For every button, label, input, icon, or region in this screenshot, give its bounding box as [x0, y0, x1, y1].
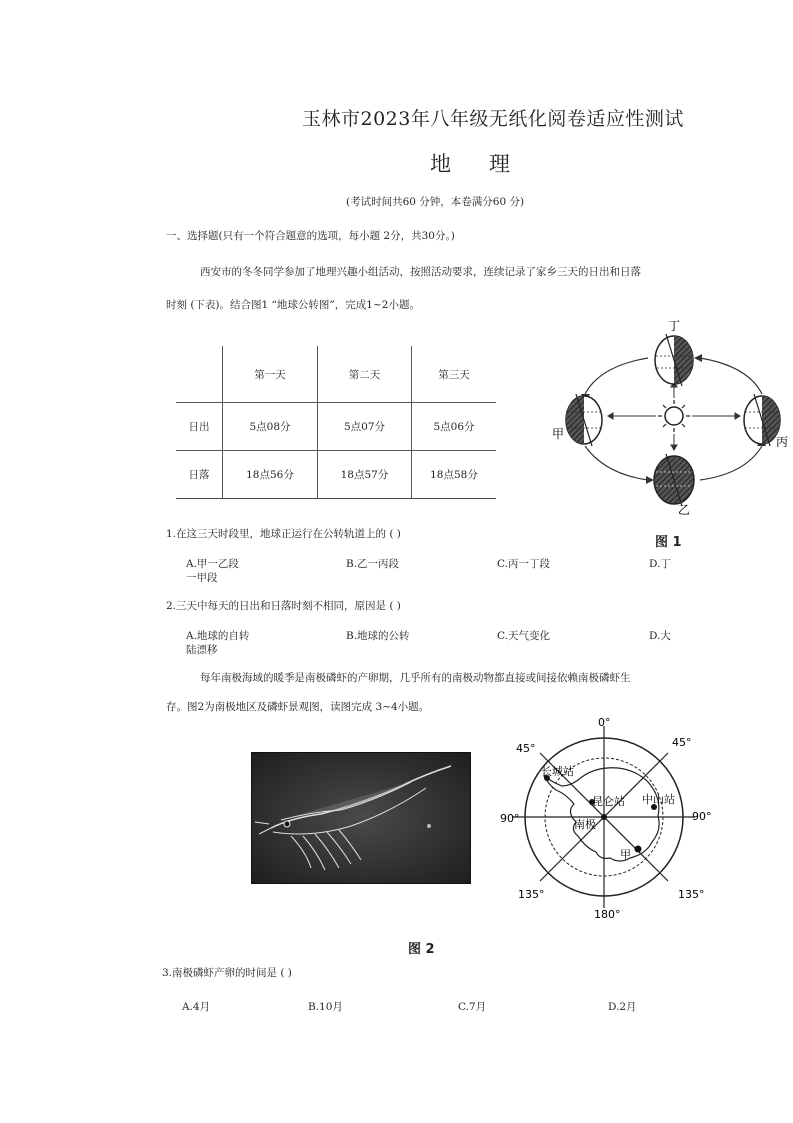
- table-header-cell: [176, 346, 223, 403]
- label-jia: 甲: [552, 427, 565, 441]
- orbit-arc: [700, 446, 762, 480]
- changcheng-station-label: 长城站: [541, 765, 574, 778]
- table-row: [176, 451, 496, 499]
- lon-45-left-label: 45°: [516, 742, 536, 755]
- q1-option-d-wrap: 一甲段: [186, 572, 218, 584]
- q3-option-d: D.2月: [608, 1001, 637, 1013]
- q2-option-c: C.天气变化: [497, 630, 550, 642]
- earth-bing-icon: [744, 394, 780, 446]
- table-header-cell: 第三天: [412, 346, 497, 403]
- krill-intro-line-2: 存。图2为南极地区及磷虾景观图，读图完成 3~4小题。: [166, 701, 430, 713]
- q1-option-a: A.甲一乙段: [186, 558, 239, 570]
- table-cell: 18点57分: [318, 451, 412, 499]
- q1-option-d: D.丁: [649, 558, 671, 570]
- earth-ding-icon: [655, 334, 693, 386]
- lon-45-right-label: 45°: [672, 736, 692, 749]
- label-bing: 丙: [776, 435, 789, 449]
- arrow-icon: [646, 476, 654, 484]
- q2-option-d: D.大: [649, 630, 671, 642]
- sun-icon: [665, 407, 683, 425]
- subject-title: 地理: [430, 152, 548, 176]
- lon-90-left-label: 90°: [500, 812, 520, 825]
- point-jia-label: 甲: [620, 848, 631, 861]
- label-yi: 乙: [678, 503, 691, 517]
- table-cell: 日出: [176, 403, 223, 451]
- point-jia-marker: [635, 846, 642, 853]
- lon-135-left-label: 135°: [518, 888, 545, 901]
- lon-0-label: 0°: [598, 716, 611, 729]
- krill-eye-icon: [284, 821, 290, 827]
- south-pole-marker: [601, 814, 607, 820]
- lon-180-label: 180°: [594, 908, 621, 921]
- q3-option-a: A.4月: [182, 1001, 211, 1013]
- q2-option-d-wrap: 陆漂移: [186, 644, 218, 656]
- table-cell: 18点56分: [223, 451, 318, 499]
- kunlun-station-label: 昆仑站: [592, 795, 625, 808]
- q1-option-c: C.丙一丁段: [497, 558, 550, 570]
- orbit-arc: [585, 358, 648, 394]
- light-spot: [427, 824, 431, 828]
- table-cell: 日落: [176, 451, 223, 499]
- earth-jia-icon: [566, 394, 602, 446]
- table-cell: 5点06分: [412, 403, 497, 451]
- q3-option-b: B.10月: [308, 1001, 343, 1013]
- table-header-cell: 第二天: [318, 346, 412, 403]
- lon-90-right-label: 90°: [692, 810, 712, 823]
- q2-stem: 2.三天中每天的日出和日落时刻不相同，原因是 ( ): [166, 600, 401, 612]
- q2-option-b: B.地球的公转: [346, 630, 410, 642]
- label-ding: 丁: [668, 319, 681, 333]
- antarctic-map: [496, 712, 716, 924]
- table-header-row: [176, 346, 496, 403]
- q3-stem: 3.南极磷虾产卵的时间是 ( ): [162, 967, 292, 979]
- table-header-cell: 第一天: [223, 346, 318, 403]
- table-cell: 5点07分: [318, 403, 412, 451]
- table-cell: 18点58分: [412, 451, 497, 499]
- orbit-arc: [585, 446, 648, 480]
- lon-135-right-label: 135°: [678, 888, 705, 901]
- section-heading: 一、选择题(只有一个符合题意的选项，每小题 2分，共30分。): [166, 230, 455, 242]
- krill-photo: [251, 752, 471, 884]
- zhongshan-station-label: 中山站: [642, 793, 675, 806]
- krill-intro-line-1: 每年南极海域的暖季是南极磷虾的产卵期，几乎所有的南极动物都直接或间接依赖南极磷虾生: [200, 672, 631, 684]
- figure2-caption: 图 2: [408, 942, 435, 957]
- q3-option-c: C.7月: [458, 1001, 487, 1013]
- table-row: [176, 403, 496, 451]
- figure1-caption: 图 1: [655, 535, 682, 550]
- q1-option-b: B.乙一丙段: [346, 558, 400, 570]
- intro-line-2: 时刻 (下表)。结合图1 “地球公转图”，完成1~2小题。: [166, 299, 420, 311]
- arrow-icon: [694, 354, 702, 362]
- q2-option-a: A.地球的自转: [186, 630, 250, 642]
- south-pole-label: 南极: [574, 818, 596, 831]
- earth-yi-icon: [654, 454, 694, 506]
- earth-revolution-diagram: [550, 316, 790, 520]
- table-cell: 5点08分: [223, 403, 318, 451]
- intro-line-1: 西安市的冬冬同学参加了地理兴趣小组活动，按照活动要求，连续记录了家乡三天的日出和日落: [200, 266, 641, 278]
- sunrise-sunset-table: [176, 346, 496, 499]
- q1-stem: 1.在这三天时段里，地球正运行在公转轨道上的 ( ): [166, 528, 401, 540]
- orbit-arc: [700, 358, 762, 394]
- exam-title: 玉林市2023年八年级无纸化阅卷适应性测试: [302, 108, 684, 130]
- exam-note: (考试时间共60 分钟，本卷满分60 分): [346, 196, 525, 208]
